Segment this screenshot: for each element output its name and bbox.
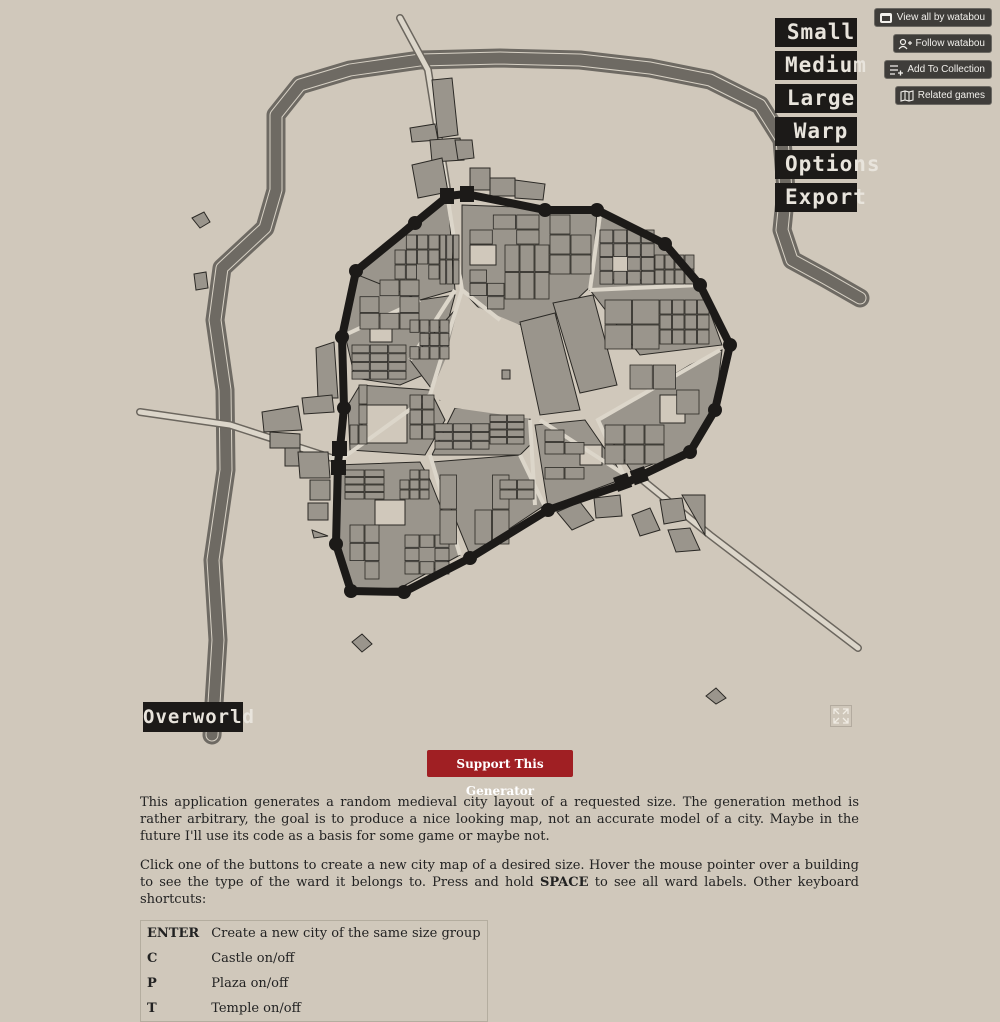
- table-row: [141, 946, 487, 971]
- building[interactable]: [423, 410, 435, 424]
- building[interactable]: [565, 468, 584, 480]
- building[interactable]: [430, 333, 439, 345]
- add-collection-label: Add To Collection: [907, 64, 985, 75]
- building[interactable]: [625, 445, 644, 464]
- building[interactable]: [359, 385, 367, 404]
- building[interactable]: [645, 425, 664, 444]
- shortcut-desc: Create a new city of the same size group: [211, 926, 481, 941]
- building[interactable]: [665, 270, 674, 284]
- add-to-collection-button[interactable]: [884, 60, 992, 79]
- support-generator-button[interactable]: Support This Generator: [427, 750, 573, 777]
- building[interactable]: [685, 300, 697, 314]
- building[interactable]: [655, 270, 664, 284]
- shortcut-key: ENTER: [147, 926, 200, 941]
- building[interactable]: [423, 425, 435, 439]
- building[interactable]: [653, 365, 675, 389]
- building[interactable]: [410, 470, 419, 479]
- building[interactable]: [400, 490, 409, 499]
- building[interactable]: [660, 300, 672, 314]
- building[interactable]: [380, 280, 399, 296]
- building[interactable]: [550, 255, 570, 274]
- building[interactable]: [490, 438, 507, 445]
- building[interactable]: [360, 297, 379, 313]
- building[interactable]: [410, 425, 422, 439]
- building[interactable]: [365, 525, 379, 542]
- building[interactable]: [625, 425, 644, 444]
- fullscreen-icon: [831, 706, 851, 726]
- space-key-label: SPACE: [539, 875, 589, 890]
- building[interactable]: [370, 371, 387, 379]
- building[interactable]: [406, 250, 416, 264]
- building[interactable]: [518, 490, 535, 499]
- shortcut-desc: Temple on/off: [211, 1001, 301, 1016]
- building[interactable]: [365, 485, 384, 492]
- related-games-label: Related games: [917, 90, 985, 101]
- building[interactable]: [410, 395, 422, 409]
- building[interactable]: [520, 245, 534, 272]
- building[interactable]: [440, 510, 457, 544]
- building[interactable]: [500, 490, 517, 499]
- building[interactable]: [429, 235, 439, 249]
- building[interactable]: [535, 245, 549, 272]
- building[interactable]: [435, 548, 449, 560]
- building[interactable]: [410, 480, 419, 489]
- building[interactable]: [490, 423, 507, 430]
- building[interactable]: [685, 330, 697, 344]
- building[interactable]: [350, 543, 364, 560]
- building[interactable]: [660, 330, 672, 344]
- building[interactable]: [447, 235, 453, 259]
- building[interactable]: [685, 315, 697, 329]
- building[interactable]: [405, 535, 419, 547]
- building[interactable]: [447, 260, 453, 284]
- building[interactable]: [370, 354, 387, 362]
- building[interactable]: [389, 354, 406, 362]
- view-all-button[interactable]: [874, 8, 992, 27]
- building[interactable]: [550, 235, 570, 254]
- building[interactable]: [345, 478, 364, 485]
- large-button[interactable]: Large: [775, 84, 857, 113]
- building[interactable]: [370, 363, 387, 371]
- building[interactable]: [453, 441, 470, 449]
- building[interactable]: [673, 315, 685, 329]
- building[interactable]: [641, 244, 654, 257]
- building[interactable]: [430, 347, 439, 359]
- overworld-button[interactable]: Overworld: [143, 702, 243, 732]
- building[interactable]: [488, 283, 505, 295]
- building[interactable]: [435, 424, 452, 432]
- user-plus-icon: [898, 38, 912, 50]
- building[interactable]: [600, 271, 613, 284]
- warp-button[interactable]: Warp: [775, 117, 857, 146]
- related-games-button[interactable]: [895, 86, 992, 105]
- building[interactable]: [628, 271, 641, 284]
- building[interactable]: [470, 283, 487, 295]
- building[interactable]: [641, 271, 654, 284]
- building[interactable]: [435, 433, 452, 441]
- building[interactable]: [698, 315, 710, 329]
- plaza-well: [502, 370, 510, 379]
- building[interactable]: [359, 425, 367, 444]
- building[interactable]: [628, 244, 641, 257]
- building[interactable]: [641, 258, 654, 271]
- building[interactable]: [605, 325, 632, 349]
- building[interactable]: [628, 258, 641, 271]
- building[interactable]: [406, 235, 416, 249]
- building[interactable]: [500, 480, 517, 489]
- building[interactable]: [614, 244, 627, 257]
- fullscreen-button[interactable]: [830, 705, 852, 727]
- building[interactable]: [614, 271, 627, 284]
- building[interactable]: [571, 255, 591, 274]
- building[interactable]: [420, 347, 429, 359]
- building[interactable]: [420, 480, 429, 489]
- building[interactable]: [365, 493, 384, 500]
- building[interactable]: [605, 300, 632, 324]
- building[interactable]: [345, 493, 364, 500]
- building[interactable]: [505, 245, 519, 272]
- building[interactable]: [472, 424, 489, 432]
- building[interactable]: [435, 441, 452, 449]
- building[interactable]: [677, 390, 699, 414]
- building[interactable]: [420, 333, 429, 345]
- building[interactable]: [505, 273, 519, 300]
- building[interactable]: [430, 320, 439, 332]
- building[interactable]: [418, 235, 428, 249]
- building[interactable]: [453, 424, 470, 432]
- building[interactable]: [545, 443, 564, 455]
- options-button[interactable]: Options: [775, 150, 857, 179]
- building[interactable]: [630, 365, 652, 389]
- building[interactable]: [420, 562, 434, 574]
- building[interactable]: [359, 405, 367, 424]
- building[interactable]: [633, 300, 660, 324]
- building[interactable]: [360, 313, 379, 329]
- building[interactable]: [605, 445, 624, 464]
- description-paragraph-1: This application generates a random medieval city layout of a requested size. The generation method is rather arbitrary, the goal is to produce a nice looking map, not an accurate model of a city. Maybe in the future I'll use its code as a basis for some game or maybe not.: [140, 795, 859, 844]
- description-paragraph-2: Click one of the buttons to create a new city map of a desired size. Hover the mouse pointer over a building to see the type of the ward it belongs to. Press and hold SPACE to see all ward labels. Other keyboard shortcuts:: [140, 858, 859, 907]
- building[interactable]: [389, 363, 406, 371]
- building[interactable]: [440, 260, 446, 284]
- building[interactable]: [453, 260, 459, 284]
- building[interactable]: [440, 347, 449, 359]
- building[interactable]: [380, 313, 399, 329]
- view-all-label: View all by watabou: [896, 12, 985, 23]
- building[interactable]: [423, 395, 435, 409]
- building[interactable]: [410, 490, 419, 499]
- building[interactable]: [418, 250, 428, 264]
- building[interactable]: [472, 441, 489, 449]
- building[interactable]: [395, 250, 405, 264]
- building[interactable]: [395, 265, 405, 279]
- building[interactable]: [545, 430, 564, 442]
- table-row: [141, 921, 487, 946]
- building[interactable]: [600, 244, 613, 257]
- building[interactable]: [440, 475, 457, 509]
- building[interactable]: [508, 423, 525, 430]
- medium-button[interactable]: Medium: [775, 51, 857, 80]
- building[interactable]: [508, 438, 525, 445]
- shortcut-desc: Castle on/off: [211, 951, 295, 966]
- building[interactable]: [698, 330, 710, 344]
- building[interactable]: [517, 215, 539, 229]
- building[interactable]: [660, 315, 672, 329]
- building[interactable]: [545, 468, 564, 480]
- building[interactable]: [517, 230, 539, 244]
- building[interactable]: [389, 345, 406, 353]
- building[interactable]: [420, 320, 429, 332]
- export-button[interactable]: Export: [775, 183, 857, 212]
- shortcut-key: T: [147, 1001, 157, 1016]
- building[interactable]: [410, 320, 419, 332]
- shortcut-desc: Plaza on/off: [211, 976, 289, 991]
- building[interactable]: [365, 470, 384, 477]
- building[interactable]: [633, 325, 660, 349]
- building[interactable]: [350, 425, 358, 444]
- building[interactable]: [420, 490, 429, 499]
- building[interactable]: [400, 297, 419, 313]
- building[interactable]: [490, 430, 507, 437]
- building[interactable]: [352, 363, 369, 371]
- building[interactable]: [472, 433, 489, 441]
- building[interactable]: [429, 265, 439, 279]
- building[interactable]: [518, 480, 535, 489]
- table-row: [141, 971, 487, 996]
- building[interactable]: [490, 415, 507, 422]
- building[interactable]: [565, 443, 584, 455]
- building[interactable]: [493, 215, 515, 229]
- building[interactable]: [420, 470, 429, 479]
- building[interactable]: [600, 230, 613, 243]
- building[interactable]: [429, 250, 439, 264]
- building[interactable]: [345, 470, 364, 477]
- list-add-icon: [889, 64, 903, 76]
- building[interactable]: [675, 270, 684, 284]
- building[interactable]: [508, 430, 525, 437]
- building[interactable]: [673, 330, 685, 344]
- building[interactable]: [470, 270, 487, 282]
- building[interactable]: [410, 347, 419, 359]
- building[interactable]: [673, 300, 685, 314]
- building[interactable]: [405, 548, 419, 560]
- building[interactable]: [352, 371, 369, 379]
- building[interactable]: [475, 510, 492, 544]
- building[interactable]: [352, 354, 369, 362]
- building[interactable]: [508, 415, 525, 422]
- building[interactable]: [365, 543, 379, 560]
- building[interactable]: [571, 235, 591, 254]
- follow-button[interactable]: [893, 34, 992, 53]
- building[interactable]: [350, 525, 364, 542]
- building[interactable]: [470, 230, 492, 244]
- building[interactable]: [410, 410, 422, 424]
- building[interactable]: [605, 425, 624, 444]
- building[interactable]: [400, 280, 419, 296]
- building[interactable]: [420, 535, 434, 547]
- itch-logo-icon: [879, 12, 893, 24]
- building[interactable]: [370, 345, 387, 353]
- building[interactable]: [614, 230, 627, 243]
- building[interactable]: [655, 255, 664, 269]
- shortcut-table: [140, 920, 488, 1022]
- shortcut-key: C: [147, 951, 158, 966]
- building[interactable]: [453, 433, 470, 441]
- building[interactable]: [520, 273, 534, 300]
- follow-label: Follow watabou: [915, 38, 985, 49]
- building[interactable]: [400, 480, 409, 489]
- building[interactable]: [488, 297, 505, 309]
- shortcut-key: P: [147, 976, 157, 991]
- building[interactable]: [345, 485, 364, 492]
- small-button[interactable]: Small: [775, 18, 857, 47]
- building[interactable]: [389, 371, 406, 379]
- building[interactable]: [535, 273, 549, 300]
- building[interactable]: [440, 235, 446, 259]
- building[interactable]: [352, 345, 369, 353]
- map-icon: [900, 90, 914, 102]
- building[interactable]: [406, 265, 416, 279]
- building[interactable]: [550, 215, 570, 234]
- building[interactable]: [600, 258, 613, 271]
- description-section: [140, 794, 859, 1022]
- building[interactable]: [405, 562, 419, 574]
- building[interactable]: [645, 445, 664, 464]
- building[interactable]: [453, 235, 459, 259]
- building[interactable]: [365, 478, 384, 485]
- building[interactable]: [440, 320, 449, 332]
- building[interactable]: [365, 562, 379, 579]
- building[interactable]: [440, 333, 449, 345]
